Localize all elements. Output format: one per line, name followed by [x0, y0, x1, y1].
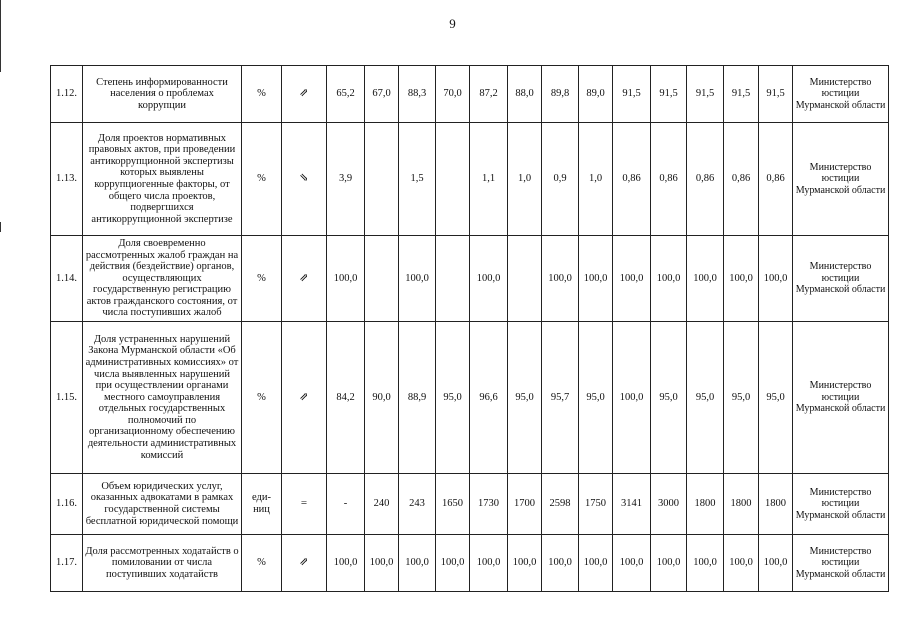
value-cell: 70,0 — [436, 66, 470, 123]
row-number: 1.17. — [51, 535, 83, 592]
value-cell — [436, 123, 470, 236]
value-cell: 91,5 — [613, 66, 651, 123]
value-cell: 1700 — [508, 474, 542, 535]
value-cell: 91,5 — [759, 66, 793, 123]
row-number: 1.15. — [51, 322, 83, 474]
value-cell: 3000 — [651, 474, 687, 535]
trend-icon: ⇗ — [282, 535, 327, 592]
value-cell: 95,0 — [508, 322, 542, 474]
value-cell: 100,0 — [508, 535, 542, 592]
row-number: 1.12. — [51, 66, 83, 123]
value-cell: 91,5 — [651, 66, 687, 123]
indicator-label: Степень информированности населения о проблемах коррупции — [83, 66, 242, 123]
table-row — [51, 236, 889, 322]
value-cell: 95,0 — [579, 322, 613, 474]
trend-icon: = — [282, 474, 327, 535]
value-cell: 1,0 — [579, 123, 613, 236]
value-cell: 100,0 — [759, 236, 793, 322]
indicator-label: Доля проектов нормативных правовых актов, при проведении антикоррупционной экспертизы которых выявлены коррупциогенные факторы, от общего числа проектов, подвергшихся антикоррупционной экспертизе — [83, 123, 242, 236]
value-cell: 84,2 — [327, 322, 365, 474]
value-cell: 100,0 — [579, 535, 613, 592]
value-cell: 100,0 — [687, 236, 724, 322]
value-cell: 100,0 — [579, 236, 613, 322]
unit-cell: % — [242, 236, 282, 322]
value-cell: 240 — [365, 474, 399, 535]
value-cell: 100,0 — [651, 535, 687, 592]
value-cell: 1730 — [470, 474, 508, 535]
value-cell: 100,0 — [724, 535, 759, 592]
value-cell: 91,5 — [687, 66, 724, 123]
value-cell: 1650 — [436, 474, 470, 535]
value-cell: 100,0 — [399, 236, 436, 322]
value-cell — [508, 236, 542, 322]
table-row — [51, 123, 889, 236]
table-row — [51, 322, 889, 474]
table-row — [51, 66, 889, 123]
value-cell: 0,86 — [759, 123, 793, 236]
row-number: 1.14. — [51, 236, 83, 322]
value-cell — [365, 123, 399, 236]
unit-cell: % — [242, 66, 282, 123]
value-cell: 3,9 — [327, 123, 365, 236]
value-cell: 100,0 — [327, 236, 365, 322]
value-cell: 96,6 — [470, 322, 508, 474]
value-cell: - — [327, 474, 365, 535]
indicator-label: Доля своевременно рассмотренных жалоб граждан на действия (бездействие) органов, осуществляющих государственную регистрацию актов гражданского состояния, от числа поступивших жалоб — [83, 236, 242, 322]
value-cell: 0,86 — [724, 123, 759, 236]
row-number: 1.13. — [51, 123, 83, 236]
value-cell: 100,0 — [724, 236, 759, 322]
value-cell: 1800 — [724, 474, 759, 535]
value-cell: 1750 — [579, 474, 613, 535]
value-cell: 1,1 — [470, 123, 508, 236]
value-cell: 100,0 — [759, 535, 793, 592]
value-cell: 100,0 — [399, 535, 436, 592]
responsible-org: Министерство юстиции Мурманской области — [793, 322, 889, 474]
row-number: 1.16. — [51, 474, 83, 535]
value-cell: 100,0 — [687, 535, 724, 592]
value-cell: 243 — [399, 474, 436, 535]
value-cell: 95,0 — [759, 322, 793, 474]
value-cell: 100,0 — [470, 535, 508, 592]
value-cell: 0,86 — [687, 123, 724, 236]
value-cell — [365, 236, 399, 322]
value-cell: 95,0 — [687, 322, 724, 474]
responsible-org: Министерство юстиции Мурманской области — [793, 123, 889, 236]
value-cell: 100,0 — [613, 535, 651, 592]
value-cell — [436, 236, 470, 322]
value-cell: 87,2 — [470, 66, 508, 123]
value-cell: 88,0 — [508, 66, 542, 123]
value-cell: 88,3 — [399, 66, 436, 123]
value-cell: 3141 — [613, 474, 651, 535]
value-cell: 89,0 — [579, 66, 613, 123]
value-cell: 1,0 — [508, 123, 542, 236]
unit-cell: еди- ниц — [242, 474, 282, 535]
indicator-label: Объем юридических услуг, оказанных адвокатами в рамках государственной системы бесплатной юридической помощи — [83, 474, 242, 535]
value-cell: 100,0 — [613, 236, 651, 322]
value-cell: 65,2 — [327, 66, 365, 123]
trend-icon: ⇗ — [282, 66, 327, 123]
value-cell: 100,0 — [542, 236, 579, 322]
indicators-table — [50, 65, 889, 592]
unit-cell: % — [242, 123, 282, 236]
value-cell: 95,0 — [724, 322, 759, 474]
value-cell: 2598 — [542, 474, 579, 535]
table-row — [51, 535, 889, 592]
value-cell: 100,0 — [542, 535, 579, 592]
value-cell: 100,0 — [436, 535, 470, 592]
table-row — [51, 474, 889, 535]
responsible-org: Министерство юстиции Мурманской области — [793, 474, 889, 535]
value-cell: 95,7 — [542, 322, 579, 474]
value-cell: 89,8 — [542, 66, 579, 123]
indicator-label: Доля рассмотренных ходатайств о помиловании от числа поступивших ходатайств — [83, 535, 242, 592]
value-cell: 0,86 — [651, 123, 687, 236]
unit-cell: % — [242, 322, 282, 474]
value-cell: 1800 — [759, 474, 793, 535]
value-cell: 100,0 — [651, 236, 687, 322]
trend-icon: ⇗ — [282, 236, 327, 322]
trend-icon: ⇘ — [282, 123, 327, 236]
unit-cell: % — [242, 535, 282, 592]
value-cell: 95,0 — [436, 322, 470, 474]
value-cell: 100,0 — [613, 322, 651, 474]
scan-margin-mark — [0, 222, 1, 232]
value-cell: 100,0 — [470, 236, 508, 322]
responsible-org: Министерство юстиции Мурманской области — [793, 66, 889, 123]
responsible-org: Министерство юстиции Мурманской области — [793, 535, 889, 592]
value-cell: 67,0 — [365, 66, 399, 123]
trend-icon: ⇗ — [282, 322, 327, 474]
value-cell: 90,0 — [365, 322, 399, 474]
responsible-org: Министерство юстиции Мурманской области — [793, 236, 889, 322]
indicator-label: Доля устраненных нарушений Закона Мурманской области «Об административных комиссиях» от числа выявленных нарушений при осуществлении органами местного самоуправления отдельных государственных полномочий по организационному обеспечению деятельности административных комиссий — [83, 322, 242, 474]
value-cell: 88,9 — [399, 322, 436, 474]
value-cell: 0,86 — [613, 123, 651, 236]
value-cell: 91,5 — [724, 66, 759, 123]
value-cell: 1800 — [687, 474, 724, 535]
page-number: 9 — [449, 16, 456, 31]
value-cell: 0,9 — [542, 123, 579, 236]
value-cell: 95,0 — [651, 322, 687, 474]
value-cell: 1,5 — [399, 123, 436, 236]
value-cell: 100,0 — [327, 535, 365, 592]
scan-margin-line — [0, 0, 1, 72]
value-cell: 100,0 — [365, 535, 399, 592]
